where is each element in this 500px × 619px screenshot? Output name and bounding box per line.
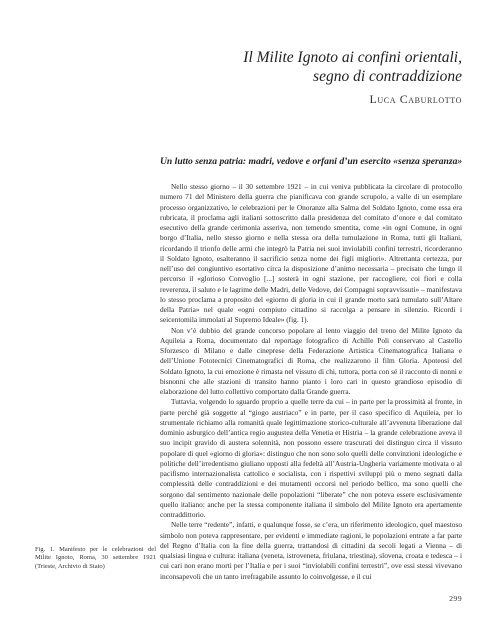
figure-caption: Fig. 1. Manifesto per le celebrazioni del Milite Ignoto, Roma, 30 settembre 1921 (Trieste, Archivio di Stato) xyxy=(35,546,156,570)
article-author: Luca Caburlotto xyxy=(369,92,462,106)
paragraph-3: Tuttavia, volgendo lo sguardo proprio a quelle terre da cui – in parte per la prossimità al fronte, in parte perché già soggette al “giogo austriaco” e in parte, per il caso specifico di Aquileia, per lo strumentale richiamo alla romanità quale legittimazione storico-culturale all’avvenuta liberazione dal dominio asburgico dell’antica regio augustea della Venetia et Histria – la grande celebrazione aveva il suo incipit gravido di austera solennità, non possono essere trascurati dei distinguo circa il vissuto popolare di quel «giorno di gloria»: distinguo che non sono solo quelli delle convinzioni ideologiche e politiche dell’irredentismo giuliano opposti alla fedeltà all’Austria-Ungheria variamente motivata o al pacifismo internazionalista cattolico e socialista, con i rispettivi sviluppi più o meno segnati dalla complessità delle contraddizioni e dei mutamenti occorsi nel periodo bellico, ma sono quelli che sorgono dal sentimento nazionale delle popolazioni “liberate” che non poteva essere esclusivamente quello italiano: anche per la stessa componente italiana il simbolo del Milite Ignoto era apertamente contraddittorio. xyxy=(160,397,462,519)
article-title-line-1: Il Milite Ignoto ai confini orientali, xyxy=(243,49,462,66)
body-text xyxy=(160,182,462,582)
section-heading: Un lutto senza patria: madri, vedove e orfani d’un esercito «senza speranza» xyxy=(160,156,463,167)
article-title xyxy=(102,48,462,86)
paragraph-1: Nello stesso giorno – il 30 settembre 1921 – in cui veniva pubblicata la circolare di protocollo numero 71 del Ministero della guerra che pianificava con grande scrupolo, a valle di un esemplare processo organizzativo, le celebrazioni per le Onoranze alla Salma del Soldato Ignoto, come essa era rubricata, il proclama agli italiani sottoscritto dalla presidenza del comitato d’onore e dal comitato esecutivo della grande cerimonia asseriva, non temendo smentita, come «in ogni Comune, in ogni borgo d’Italia, nello stesso giorno e nella stessa ora della tumulazione in Roma, tutti gli Italiani, ricordando il trionfo delle armi che integrò la Patria nei suoi inviolabili confini terrestri, ricorderanno il Soldato Ignoto, esalteranno il sacrificio senza nome dei figli migliori». Altrettanta certezza, pur nell’uso del congiuntivo esortativo circa la disposizione d’animo necessaria – precisato che lungo il percorso il «glorioso Convoglio [...] sosterà in ogni stazione, per raccogliere, coi fiori e colla reverenza, il saluto e le lagrime delle Madri, delle Vedove, dei Compagni sopravvissuti» – manifestava lo stesso proclama a proposito del «giorno di gloria in cui il grande morto sarà tumulato sull’Altare della Patria» nel quale «ogni compiuto cittadino si raccolga a pensare in silenzio. Ricordi i seicentomila immolati al Supremo Ideale» (fig. 1). xyxy=(160,182,462,325)
page-number: 299 xyxy=(449,594,462,603)
paragraph-4: Nelle terre “redente”, infatti, e qualunque fosse, se c’era, un riferimento ideologico, quel maestoso simbolo non poteva rappresentare, per evidenti e immediate ragioni, le popolazioni entrate a far parte del Regno d’Italia con la fine della guerra, trattandosi di cittadini da secoli legati a Vienna – di qualsiasi lingua e cultura: italiana (veneta, istroveneta, friulana, triestina), slovena, croata e tedesca – i cui cari non erano morti per l’Italia e per i suoi “inviolabili confini terrestri”, ove essi stessi vivevano inconsapevoli che un tanto irrefragabile assunto lo coinvolgesse, e il cui xyxy=(160,520,462,581)
paragraph-2: Non v’è dubbio del grande concorso popolare al lento viaggio del treno del Milite Ignoto da Aquileia a Roma, documentato dal reportage fotografico di Achille Poli conservato al Castello Sforzesco di Milano e dalle cineprese della Federazione Artistica Cinematografica Italiana e dell’Unione Fototecnici Cinematografici di Roma, che realizzarono il film Gloria. Apoteosi del Soldato Ignoto, la cui emozione è rimasta nel vissuto di chi, tuttora, porta con sé il racconto di nonni e bisnonni che alle stazioni di transito hanno pianto i loro cari in questo grandioso episodio di elaborazione del lutto collettivo comportato dalla Grande guerra. xyxy=(160,325,462,396)
article-title-line-2: segno di contraddizione xyxy=(313,68,462,85)
